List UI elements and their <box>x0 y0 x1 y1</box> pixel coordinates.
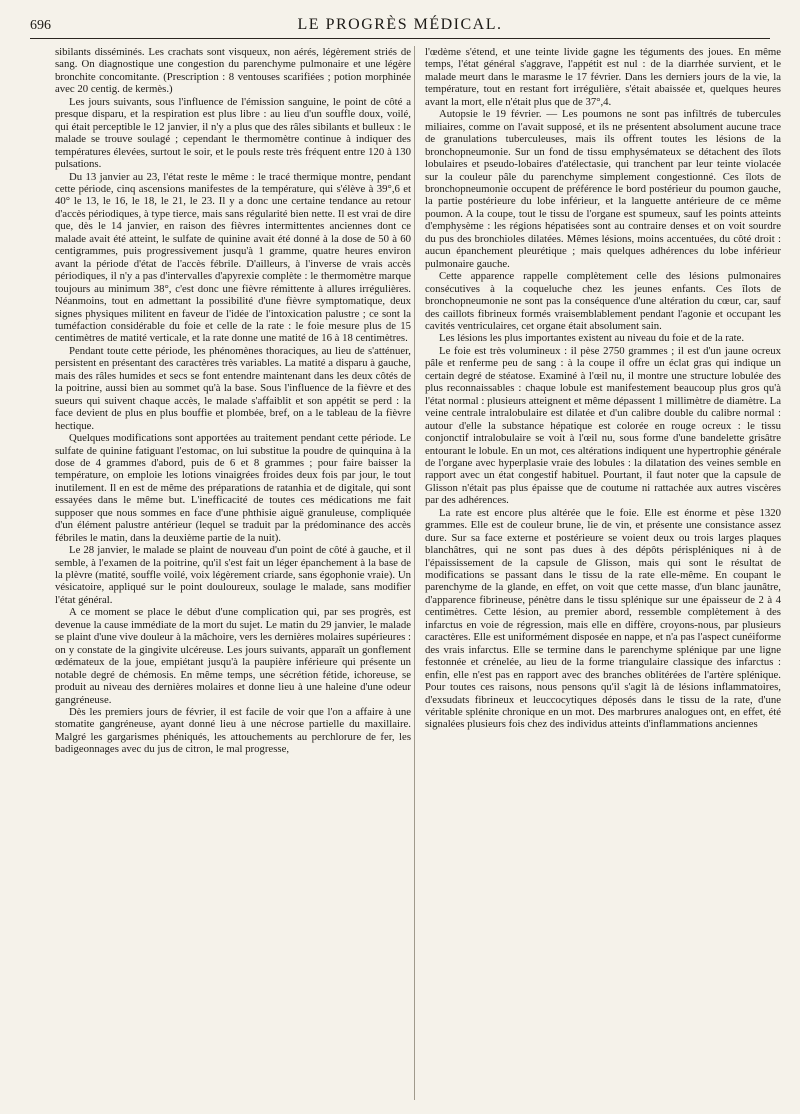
column-divider <box>414 46 415 1100</box>
paragraph: Le foie est très volumineux : il pèse 2750 grammes ; il est d'un jaune ocreux pâle et renferme peu de sang : à la coupe il offre un éclat gras qui indique un certain degré de stéatose. Examiné à l'œil nu, il montre une structure lobulée des plus reconnaissables : chaque lobule est manifestement beaucoup plus gros qu'à l'état normal : plusieurs atteignent et même dépassent 1 millimètre de diamètre. La veine centrale intralobulaire est dilatée et d'un calibre double du calibre normal : autour d'elle la substance hépatique est colorée en rouge ocreux : le tissu conjonctif intralobulaire se voit à l'œil nu, sous forme d'une bandelette grisâtre entourant le lobule. En un mot, ces altérations indiquent une hypertrophie générale de l'organe avec hyperplasie vraie des lobules : la dilatation des veines semble en rapport avec un état congestif habituel. Pourtant, il faut noter que la capsule de Glisson n'était pas plus épaisse que de coutume ni rattachée aux autres viscères par des adhérences. <box>425 344 781 507</box>
paragraph: Du 13 janvier au 23, l'état reste le même : le tracé thermique montre, pendant cette période, cinq ascensions manifestes de la température, qui s'élève à 39°,6 et 40° le 13, le 16, le 18, le 21, le 23. Il y a donc une certaine tendance au retour d'accès périodiques, à type tierce, mais sans régularité bien nette. Il est vrai de dire que, dès le 14 janvier, en raison des fièvres intermittentes anciennes dont ce malade avait été atteint, le sulfate de quinine avait été donné à la dose de 50 à 60 centigrammes, puis progressivement jusqu'à 1 gramme, quatre heures environ avant la période d'état de l'accès fébrile. D'ailleurs, à l'inverse de vrais accès périodiques, il n'y a pas d'intervalles d'apyrexie complète : le thermomètre marque toujours au minimum 38°, c'est donc une fièvre rémittente à allures irrégulières. Néanmoins, tout en admettant la possibilité d'une fièvre symptomatique, deux signes physiques militent en faveur de l'idée de l'intoxication palustre ; ce sont la tuméfaction considérable du foie et celle de la rate : le foie mesure plus de 15 centimètres de matité verticale, et la rate donne une matité de 16 à 18 centimètres. <box>55 170 411 345</box>
paragraph: Dès les premiers jours de février, il est facile de voir que l'on a affaire à une stomatite gangréneuse, ayant donné lieu à une nécrose partielle du maxillaire. Malgré les gargarismes phéniqués, les attouchements au perchlorure de fer, les badigeonnages avec du jus de citron, le mal progresse, <box>55 706 411 756</box>
header-rule <box>30 38 770 39</box>
paragraph: Les lésions les plus importantes existent au niveau du foie et de la rate. <box>439 332 745 345</box>
paragraph: Quelques modifications sont apportées au traitement pendant cette période. Le sulfate de quinine fatiguant l'estomac, on lui substitue la poudre de quinquina à la dose de 4 grammes d'abord, puis de 6 et 8 grammes ; pour faire baisser la température, on emploie les lotions vinaigrées froides deux fois par jour, le tout inutilement. Il en est de même des préparations de ratanhia et de digitale, qui sont essayées dans le même but. L'inefficacité de toutes ces médications me fait supposer que nous sommes en face d'une phthisie aiguë granuleuse, compliquée d'un élément palustre antérieur (lequel se traduit par la prédominance des accès fébriles le matin, dans la deuxième partie de la nuit). <box>55 432 411 544</box>
paragraph: Les jours suivants, sous l'influence de l'émission sanguine, le point de côté a presque disparu, et la respiration est plus libre : au lieu d'un souffle doux, voilé, qui était perceptible le 12 janvier, il n'y a plus que des râles sibilants et bulleux : le malade se trouve soulagé ; cependant le thermomètre continue à indiquer des températures élevées, surtout le soir, et le pouls reste très fréquent entre 120 à 130 pulsations. <box>55 95 411 171</box>
paragraph: Le 28 janvier, le malade se plaint de nouveau d'un point de côté à gauche, et il semble, à l'examen de la poitrine, qu'il s'est fait un léger épanchement à la base de la plèvre (matité, souffle voilé, voix légèrement criarde, sans égophonie vraie). Un vésicatoire, appliqué sur le point douloureux, soulage le malade, sans modifier l'état général. <box>55 544 411 606</box>
paragraph: Pendant toute cette période, les phénomènes thoraciques, au lieu de s'atténuer, persistent en présentant des caractères très variables. La matité a disparu à gauche, mais des râles humides et secs se font entendre maintenant dans les deux côtés de la poitrine, aussi bien au sommet qu'à la base. Sous l'influence de la fièvre et des sueurs qui suivent chaque accès, le malade s'affaiblit et son appétit se perd : la face devient de plus en plus bouffie et plombée, bref, on a le tableau de la fièvre hectique. <box>55 344 411 432</box>
page-header <box>30 10 770 38</box>
journal-title: LE PROGRÈS MÉDICAL. <box>297 16 503 33</box>
paragraph: sibilants disséminés. Les crachats sont visqueux, non aérés, légèrement striés de sang. On diagnostique une congestion du parenchyme pulmonaire et une légère bronchite concomitante. (Prescription : 8 ventouses scarifiées ; potion morphinée avec 20 centig. de kermès.) <box>55 46 411 96</box>
paragraph: A ce moment se place le début d'une complication qui, par ses progrès, est devenue la cause immédiate de la mort du sujet. Le matin du 29 janvier, le malade se plaint d'une vive douleur à la mâchoire, vers les dernières molaires supérieures : on y constate de la gingivite ulcéreuse. Les jours suivants, apparaît un gonflement œdémateux de la joue, empiétant jusqu'à la paupière inférieure qui présente un notable degré de chémosis. En même temps, une sécrétion fétide, ichoreuse, se produit au niveau des dernières molaires et donne lieu à une haleine d'une odeur gangréneuse. <box>55 606 411 706</box>
paragraph: Cette apparence rappelle complètement celle des lésions pulmonaires consécutives à la coqueluche chez les jeunes enfants. Ces îlots de bronchopneumonie ne sont pas la conséquence d'une altération du cœur, car, sauf des caillots fibrineux formés vraisemblablement pendant l'agonie et occupant les cavités ventriculaires, cet organe était absolument sain. <box>425 270 781 332</box>
left-column <box>55 46 411 756</box>
paragraph: La rate est encore plus altérée que le foie. Elle est énorme et pèse 1320 grammes. Elle est de couleur brune, lie de vin, et présente une consistance assez dure. Sur sa face externe et postérieure se voient deux ou trois larges plaques blanchâtres, qui ne sont pas dues à des dépôts périspléniques ni à de l'épaississement de la capsule de Glisson, mais qui sont le résultat de modifications se passant dans le tissu de la rate elle-même. En coupant le parenchyme de la glande, en effet, on voit que cette masse, d'un blanc jaunâtre, d'apparence fibrineuse, pénètre dans le tissu splénique sur une épaisseur de 2 à 4 centimètres. Cette lésion, au premier abord, ressemble complètement à des infarctus en voie de régression, mais elle en diffère, croyons-nous, par plusieurs caractères. Elle est uniformément disposée en nappe, et n'a pas l'aspect cunéiforme des vrais infarctus. Elle se termine dans le parenchyme splénique par une ligne festonnée et crénelée, au lieu de la forme triangulaire classique des infarctus : enfin, elle n'est pas en rapport avec des branches oblitérées de l'artère splénique. Pour toutes ces raisons, nous pensons qu'il s'agit là de lésions inflammatoires, d'exsudats fibrineux et leuccocytiques déposés dans le tissu de la rate, d'une véritable splénite chronique en un mot. Des marbrures analogues ont, en effet, été signalées plusieurs fois chez des individus atteints d'inflammations anciennes <box>425 506 781 731</box>
page-number: 696 <box>30 18 51 33</box>
paragraph: Autopsie le 19 février. — Les poumons ne sont pas infiltrés de tubercules miliaires, comme on l'avait supposé, et ils ne présentent absolument aucune trace de granulations tuberculeuses, mais ils offrent toutes les lésions de la bronchopneumonie. Sur un fond de tissu emphysémateux se détachent des îlots lobulaires et pseudo-lobaires d'atélectasie, qui tranchent par leur teinte violacée sur la couleur pâle du parenchyme simplement congestionné. Ces îlots de bronchopneumonie occupent de préférence le bord postérieur du poumon gauche, la partie postérieure du lobe inférieur, et la languette antérieure de ce même poumon. A la coupe, tout le tissu de l'organe est spumeux, sauf les points atteints d'emphysème : les régions hépatisées sont au contraire denses et on voit sourdre du pus des bronchioles dilatées. Mêmes lésions, moins accentuées, du côté droit : aucun épanchement pleurétique ; mais quelques adhérences du lobe inférieur pulmonaire gauche. <box>425 108 781 270</box>
right-column <box>425 46 781 731</box>
paragraph: l'œdème s'étend, et une teinte livide gagne les téguments des joues. En même temps, l'état général s'aggrave, l'appétit est nul : de la diarrhée survient, et le malade meurt dans le marasme le 17 février. Dans les derniers jours de la vie, la température, tout en restant fort irrégulière, s'était abaissée et, quelques heures avant la mort, elle n'était plus que de 37°,4. <box>425 46 781 108</box>
